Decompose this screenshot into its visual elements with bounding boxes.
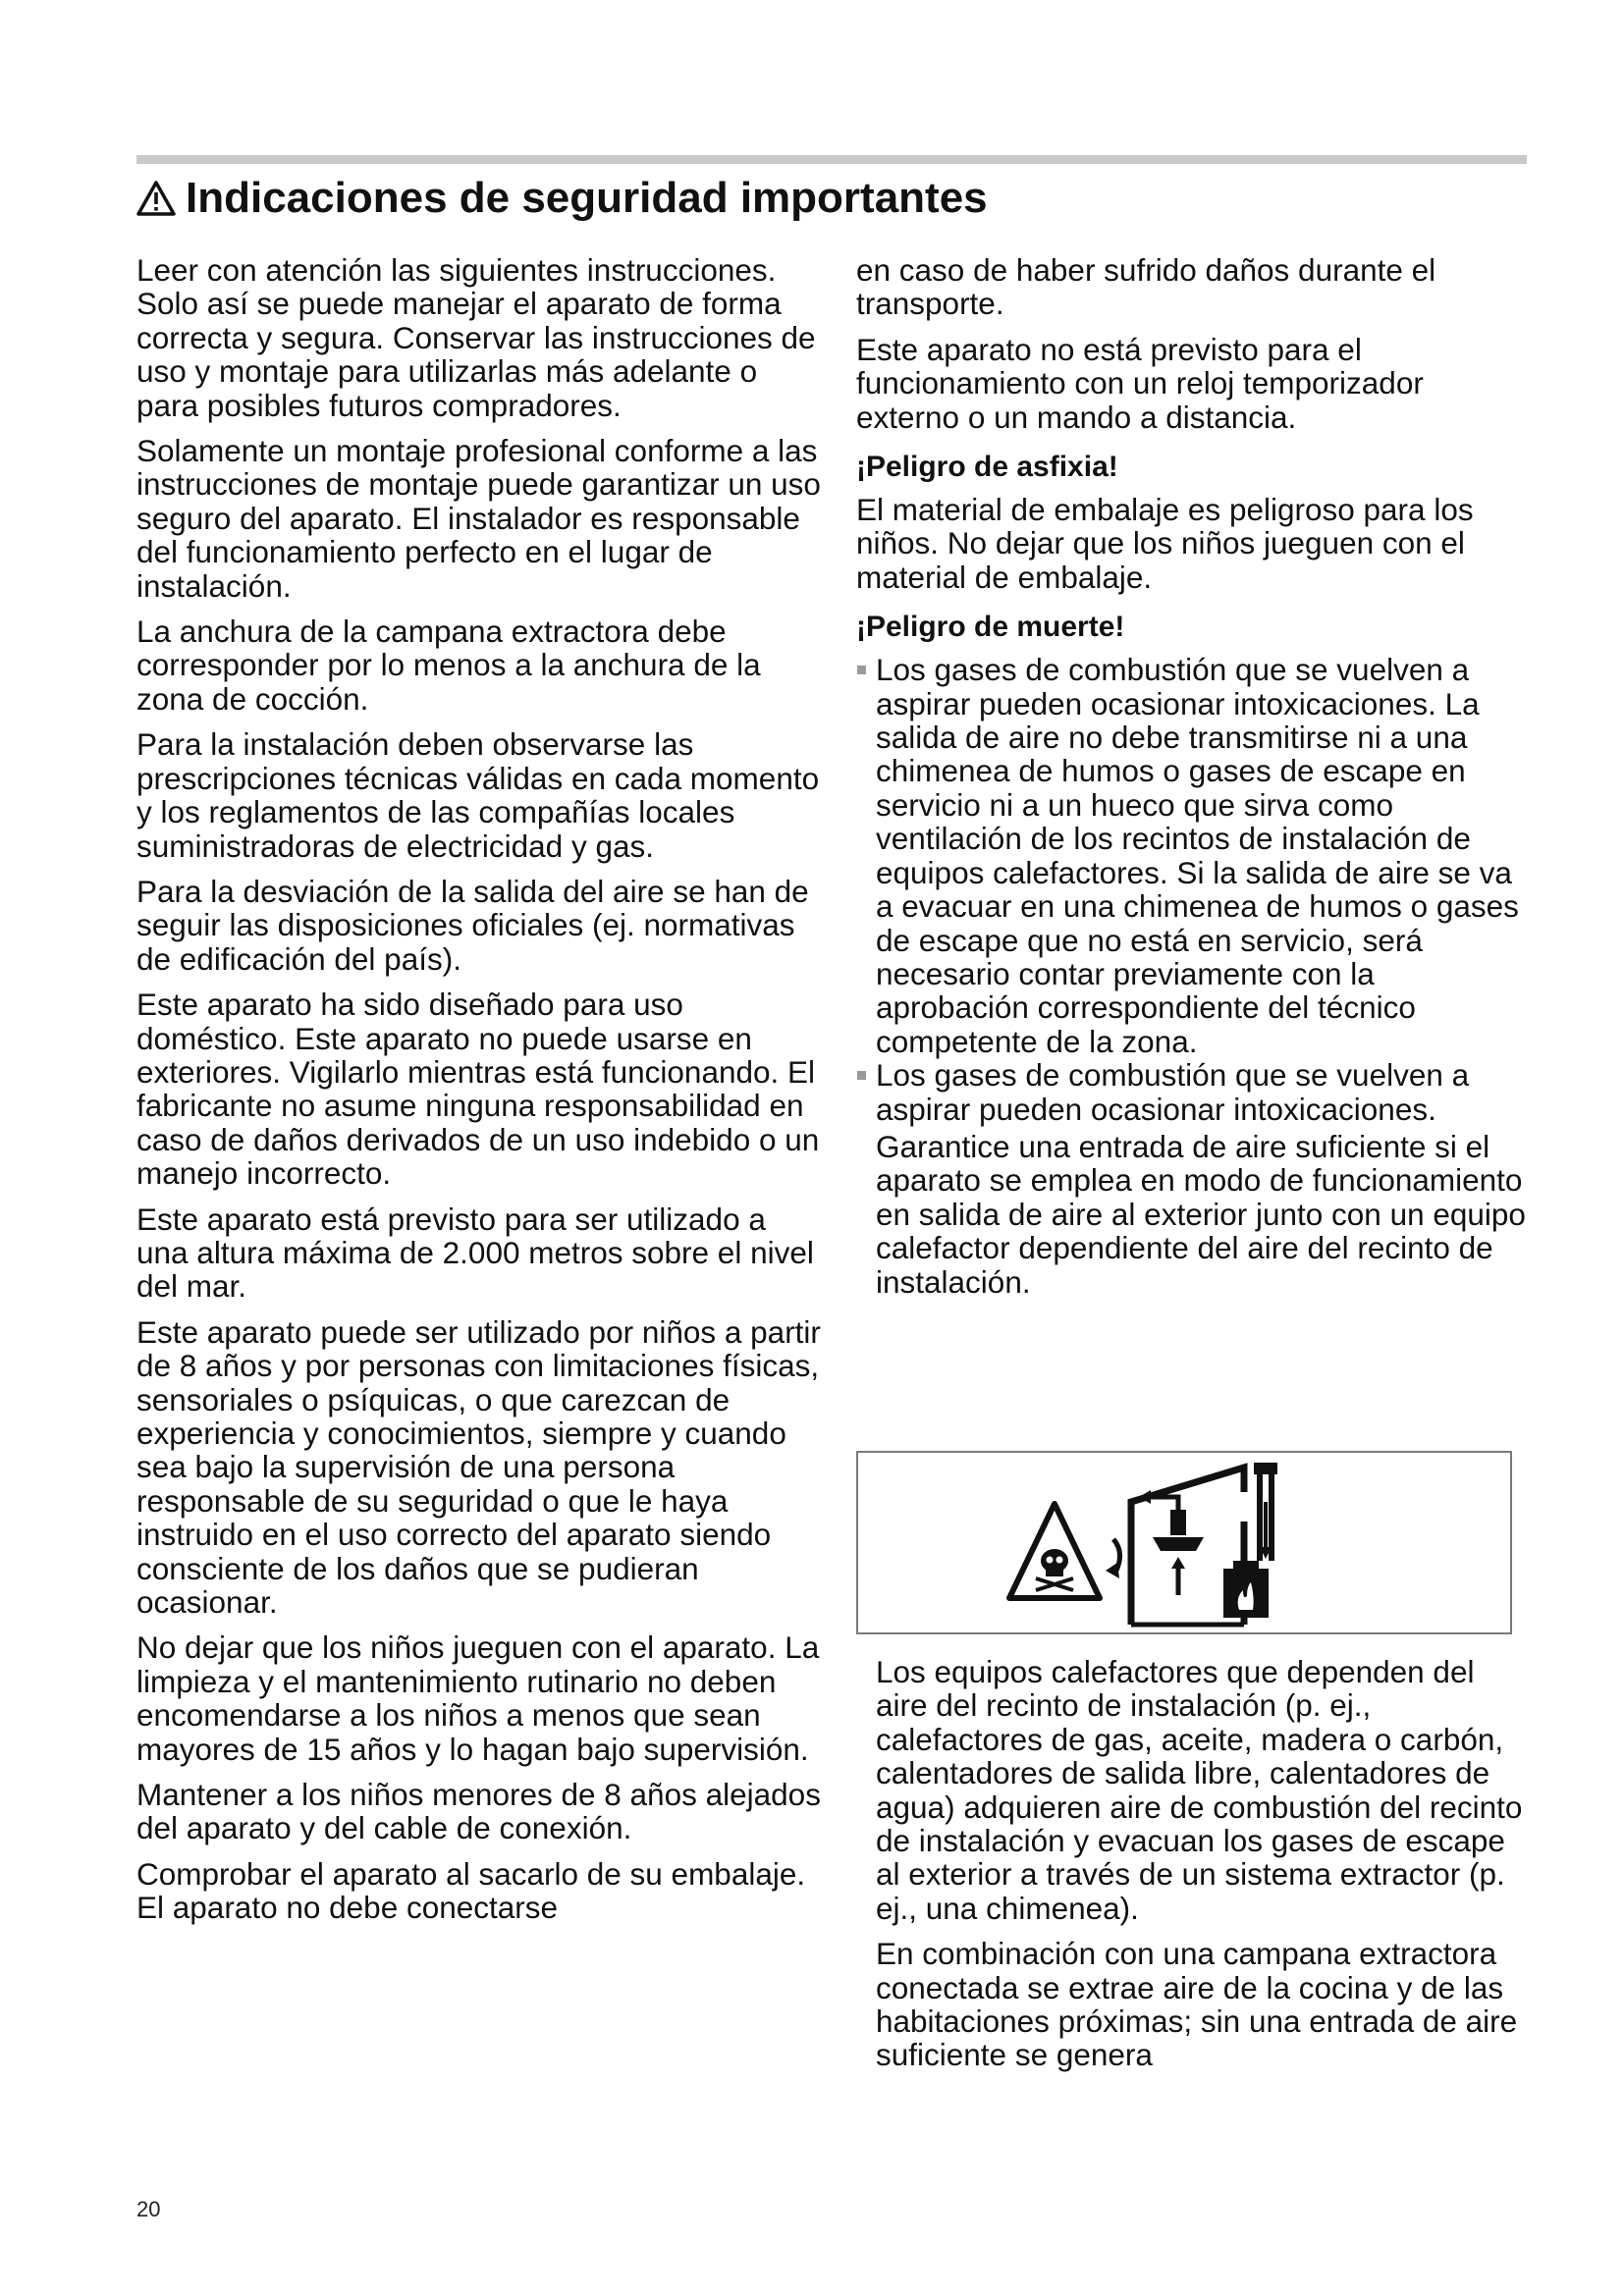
paragraph: en caso de haber sufrido daños durante el transporte. (856, 252, 1436, 322)
list-item: Los gases de combustión que se vuelven a aspirar pueden ocasionar intoxicaciones. (856, 1058, 1534, 1126)
section-title-text: Indicaciones de seguridad importantes (186, 174, 988, 222)
list-item: Los gases de combustión que se vuelven a aspirar pueden ocasionar intoxicaciones. La salida de aire no debe transmitirse ni a una chimenea de humos o gases de escape en servicio ni a un hueco que sirva como ventilación de los recintos de instalación de equipos calefactores. Si la salida de aire se va a evacuar en una chimenea de humos o gases de escape que no está en servicio, será necesario contar previamente con la aprobación correspondiente del técnico competente de la zona. (856, 653, 1534, 1058)
paragraph: Este aparato puede ser utilizado por niños a partir de 8 años y por personas con limitaciones físicas, sensoriales o psíquicas, o que carezcan de experiencia y conocimientos, siempre y cuando sea bajo la supervisión de una persona responsable de su seguridad o que le haya instruido en el uso correcto del aparato siendo consciente de los daños que se pudieran ocasionar. (136, 1313, 821, 1621)
paragraph: Este aparato ha sido diseñado para uso doméstico. Este aparato no puede usarse en exteriores. Vigilarlo mientras está funcionando. El fabricante no asume ninguna responsabilidad en caso de daños derivados de un uso indebido o un manejo incorrecto. (136, 987, 820, 1192)
page-number: 20 (136, 2197, 161, 2221)
muerte-heading: ¡Peligro de muerte! (856, 611, 1125, 644)
paragraph: Este aparato está previsto para ser utilizado a una altura máxima de 2.000 metros sobre el nivel del mar. (136, 1201, 814, 1305)
paragraph: Para la desviación de la salida del aire se han de seguir las disposiciones oficiales (ej. normativas de edificación del país). (136, 873, 809, 977)
left-column (136, 253, 824, 1937)
section-top-rule (136, 155, 1527, 164)
paragraph: Leer con atención las siguientes instrucciones. Solo así se puede manejar el aparato de forma correcta y segura. Conservar las instrucciones de uso y montaje para utilizarlas más adelante o para posibles futuros compradores. (136, 252, 816, 423)
warning-triangle-icon (136, 180, 176, 217)
poison-warning-house-diagram-icon (1003, 1463, 1357, 1628)
paragraph: Este aparato no está previsto para el funcionamiento con un reloj temporizador externo o un mando a distancia. (856, 331, 1424, 435)
paragraph: Los equipos calefactores que dependen del aire del recinto de instalación (p. ej., calefactores de gas, aceite, madera o carbón, calentadores de salida libre, calentadores de agua) adquieren aire de combustión del recinto de instalación y evacuan los gases de escape al exterior a través de un sistema extractor (p. ej., una chimenea). (876, 1654, 1523, 1926)
muerte-list (856, 653, 1534, 1126)
paragraph: Para la instalación deben observarse las prescripciones técnicas válidas en cada momento y los reglamentos de las compañías locales suministradoras de electricidad y gas. (136, 726, 820, 864)
paragraph: Mantener a los niños menores de 8 años alejados del aparato y del cable de conexión. (136, 1777, 821, 1846)
paragraph: Solamente un montaje profesional conforme a las instrucciones de montaje puede garantizar un uso seguro del aparato. El instalador es responsable del funcionamiento perfecto en el lugar de instalación. (136, 433, 821, 604)
paragraph: En combinación con una campana extractora conectada se extrae aire de la cocina y de las habitaciones próximas; sin una entrada de aire suficiente se genera (876, 1936, 1518, 2073)
asfixia-text: El material de embalaje es peligroso para los niños. No dejar que los niños jueguen con el material de embalaje. (856, 492, 1474, 595)
warning-figure (856, 1451, 1512, 1634)
after-figure-text (876, 1655, 1524, 2084)
right-column (856, 253, 1534, 1310)
paragraph: La anchura de la campana extractora debe corresponder por lo menos a la anchura de la zona de cocción. (136, 614, 761, 717)
paragraph: No dejar que los niños jueguen con el aparato. La limpieza y el mantenimiento rutinario no deben encomendarse a los niños a menos que sean mayores de 15 años y lo hagan bajo supervisión. (136, 1629, 820, 1767)
section-title (136, 167, 988, 230)
paragraph: Comprobar el aparato al sacarlo de su embalaje. El aparato no debe conectarse (136, 1855, 806, 1926)
muerte-indent-text: Garantice una entrada de aire suficiente si el aparato se emplea en modo de funcionamiento en salida de aire al exterior junto con un equipo calefactor dependiente del aire del recinto de instalación. (876, 1128, 1526, 1300)
asfixia-heading: ¡Peligro de asfixia! (856, 451, 1118, 484)
